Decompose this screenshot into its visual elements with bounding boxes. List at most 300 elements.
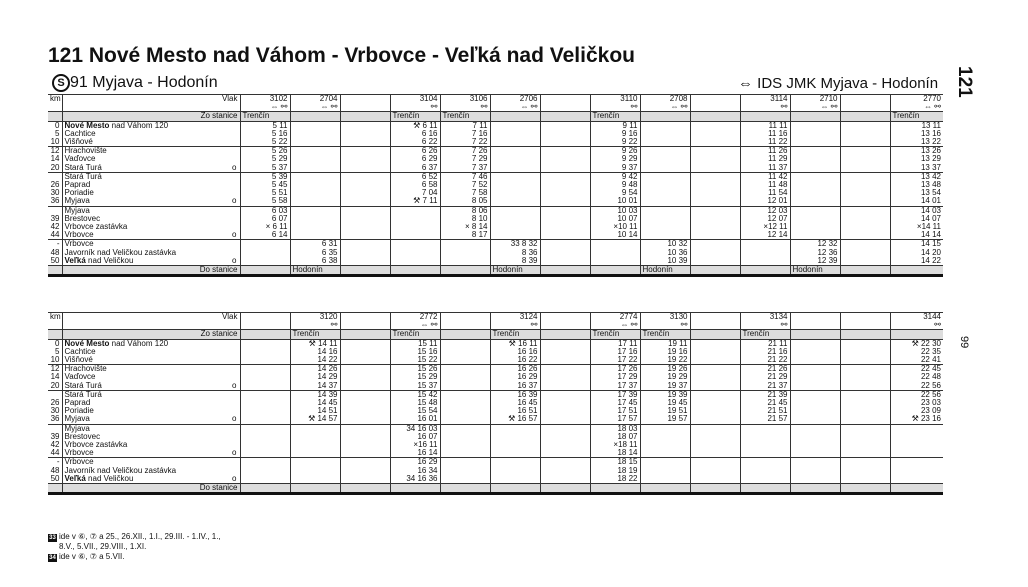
departure-time	[290, 441, 340, 449]
departure-time	[290, 189, 340, 197]
departure-time	[590, 249, 640, 257]
departure-time	[240, 240, 290, 249]
departure-time: 19 39	[640, 390, 690, 399]
station-name: Vaďovce	[62, 373, 240, 381]
departure-time: 13 22	[890, 138, 943, 147]
station-name: Stará Turá o	[62, 382, 240, 391]
departure-time	[440, 449, 490, 458]
from-station	[740, 112, 790, 121]
departure-time	[840, 215, 890, 223]
departure-time	[690, 155, 740, 163]
train-symbol-icon	[540, 103, 590, 112]
departure-time	[740, 467, 790, 475]
departure-time: 10 14	[590, 231, 640, 240]
departure-time	[690, 458, 740, 467]
departure-time	[690, 441, 740, 449]
train-number: 2772	[390, 313, 440, 322]
departure-time	[690, 147, 740, 156]
departure-time	[340, 197, 390, 206]
departure-time	[890, 449, 943, 458]
departure-time: 5 22	[240, 138, 290, 147]
from-station	[890, 330, 943, 339]
departure-time: 13 42	[890, 172, 943, 181]
train-symbol-icon: ⇔ ⚯	[640, 103, 690, 112]
departure-time	[240, 424, 290, 433]
departure-time	[240, 467, 290, 475]
to-station	[440, 266, 490, 276]
km-value: 26	[50, 399, 60, 408]
departure-time: 6 07	[240, 215, 290, 223]
departure-time	[340, 475, 390, 484]
departure-time	[740, 449, 790, 458]
departure-time: 14 03	[890, 206, 943, 215]
train-number: 3134	[740, 313, 790, 322]
departure-time	[490, 197, 540, 206]
station-name: Nové Mesto nad Váhom 120	[62, 121, 240, 130]
departure-time	[340, 240, 390, 249]
departure-time	[540, 433, 590, 441]
train-number: 3124	[490, 313, 540, 322]
departure-time	[840, 339, 890, 348]
departure-time	[840, 441, 890, 449]
departure-time: 13 54	[890, 189, 943, 197]
departure-time	[290, 475, 340, 484]
departure-time	[840, 155, 890, 163]
departure-time	[690, 197, 740, 206]
departure-time: 8 06	[440, 206, 490, 215]
departure-time	[740, 441, 790, 449]
departure-time	[440, 339, 490, 348]
departure-time	[740, 475, 790, 484]
departure-time	[690, 407, 740, 415]
from-station: Trenčín	[440, 112, 490, 121]
train-number: 2774	[590, 313, 640, 322]
departure-time	[690, 433, 740, 441]
departure-time: 19 37	[640, 382, 690, 391]
departure-time	[540, 339, 590, 348]
departure-time	[340, 172, 390, 181]
departure-time	[340, 433, 390, 441]
km-header: km	[50, 94, 61, 103]
departure-time	[640, 424, 690, 433]
departure-time	[840, 197, 890, 206]
departure-time	[290, 231, 340, 240]
train-number	[690, 313, 740, 322]
km-value: 0	[48, 121, 62, 130]
departure-time: ×18 11	[590, 441, 640, 449]
departure-time	[540, 365, 590, 374]
station-name: Veľká nad Veličkou o	[62, 475, 240, 484]
from-station: Trenčín	[390, 112, 440, 121]
departure-time: 14 01	[890, 197, 943, 206]
departure-time	[340, 415, 390, 424]
departure-time	[340, 223, 390, 231]
departure-time	[340, 458, 390, 467]
departure-time	[240, 475, 290, 484]
vlak-label: Vlak	[62, 95, 240, 104]
departure-time	[790, 348, 840, 356]
departure-time	[490, 121, 540, 130]
train-number: 2710	[790, 95, 840, 104]
departure-time	[790, 121, 840, 130]
departure-time: 13 16	[890, 130, 943, 138]
station-name: Javorník nad Veličkou zastávka	[62, 467, 240, 475]
to-station	[890, 484, 943, 494]
to-station	[390, 484, 440, 494]
departure-time: 21 39	[740, 390, 790, 399]
km-value: 36	[50, 415, 60, 424]
departure-time	[640, 215, 690, 223]
departure-time	[690, 348, 740, 356]
departure-time	[840, 382, 890, 391]
departure-time	[690, 449, 740, 458]
station-name: Brestovec	[62, 433, 240, 441]
departure-time	[690, 365, 740, 374]
departure-time	[740, 424, 790, 433]
departure-time	[540, 223, 590, 231]
departure-time	[640, 458, 690, 467]
departure-time: 13 29	[890, 155, 943, 163]
to-station	[840, 484, 890, 494]
departure-time: 19 51	[640, 407, 690, 415]
departure-time	[690, 231, 740, 240]
departure-time	[640, 130, 690, 138]
departure-time: 10 01	[590, 197, 640, 206]
departure-time	[640, 231, 690, 240]
departure-time	[690, 373, 740, 381]
departure-time: 5 29	[240, 155, 290, 163]
departure-time: 17 26	[590, 365, 640, 374]
departure-time	[340, 348, 390, 356]
departure-time	[340, 155, 390, 163]
departure-time	[840, 130, 890, 138]
departure-time	[790, 424, 840, 433]
departure-time: 11 26	[740, 147, 790, 156]
km-value: 5	[55, 347, 60, 356]
departure-time	[440, 390, 490, 399]
departure-time: 19 57	[640, 415, 690, 424]
departure-time	[240, 249, 290, 257]
departure-time	[790, 458, 840, 467]
departure-time	[290, 467, 340, 475]
departure-time: 10 32	[640, 240, 690, 249]
departure-time	[390, 223, 440, 231]
departure-time	[240, 356, 290, 365]
departure-time: 16 22	[490, 356, 540, 365]
from-station: Trenčín	[740, 330, 790, 339]
departure-time	[540, 172, 590, 181]
departure-time: 5 39	[240, 172, 290, 181]
timetable-bottom	[48, 312, 943, 495]
departure-time: 7 58	[440, 189, 490, 197]
departure-time	[790, 407, 840, 415]
vlak-label: Vlak	[62, 313, 240, 322]
departure-time	[490, 189, 540, 197]
train-number	[540, 313, 590, 322]
departure-time	[840, 181, 890, 189]
departure-time: 7 11	[440, 121, 490, 130]
departure-time	[290, 458, 340, 467]
departure-time: 6 58	[390, 181, 440, 189]
departure-time: 11 42	[740, 172, 790, 181]
departure-time	[490, 458, 540, 467]
departure-time	[490, 424, 540, 433]
departure-time: 18 03	[590, 424, 640, 433]
km-value: -	[48, 240, 62, 249]
departure-time	[390, 206, 440, 215]
departure-time	[240, 339, 290, 348]
departure-time: 11 37	[740, 164, 790, 173]
station-name: Vrbovce o	[62, 449, 240, 458]
station-name: Vrbovce	[62, 240, 240, 249]
train-symbol-icon: ⚯	[290, 321, 340, 330]
departure-time	[640, 164, 690, 173]
departure-time	[340, 339, 390, 348]
departure-time	[440, 441, 490, 449]
departure-time: 6 37	[390, 164, 440, 173]
departure-time	[840, 373, 890, 381]
departure-time	[540, 399, 590, 407]
departure-time: 21 16	[740, 348, 790, 356]
departure-time	[690, 257, 740, 266]
from-station: Trenčín	[590, 112, 640, 121]
departure-time	[840, 189, 890, 197]
departure-time	[740, 249, 790, 257]
departure-time	[290, 206, 340, 215]
departure-time	[690, 424, 740, 433]
departure-time: 9 48	[590, 181, 640, 189]
departure-time	[790, 223, 840, 231]
from-station: Trenčín	[590, 330, 640, 339]
departure-time: ⚒ 14 11	[290, 339, 340, 348]
departure-time	[840, 231, 890, 240]
km-value: 12	[48, 147, 62, 156]
departure-time	[240, 390, 290, 399]
departure-time: 16 34	[390, 467, 440, 475]
departure-time	[340, 382, 390, 391]
departure-time	[790, 231, 840, 240]
departure-time: 23 09	[890, 407, 943, 415]
departure-time: ⚒ 22 30	[890, 339, 943, 348]
departure-time	[440, 382, 490, 391]
departure-time	[790, 449, 840, 458]
departure-time: 34 16 36	[390, 475, 440, 484]
departure-time: 9 11	[590, 121, 640, 130]
from-station	[640, 112, 690, 121]
km-value: 50	[50, 474, 60, 483]
departure-time: 15 29	[390, 373, 440, 381]
departure-time	[490, 155, 540, 163]
km-value: 10	[50, 356, 60, 365]
to-station	[690, 266, 740, 276]
departure-time: 9 37	[590, 164, 640, 173]
departure-time: 14 16	[290, 348, 340, 356]
departure-time	[540, 449, 590, 458]
departure-time	[790, 138, 840, 147]
departure-time	[490, 164, 540, 173]
departure-time: 16 29	[490, 373, 540, 381]
departure-time	[740, 433, 790, 441]
departure-time	[290, 215, 340, 223]
departure-time	[790, 339, 840, 348]
km-value: 48	[50, 248, 60, 257]
departure-time: 7 16	[440, 130, 490, 138]
departure-time: 5 51	[240, 189, 290, 197]
departure-time	[840, 249, 890, 257]
departure-time	[240, 458, 290, 467]
departure-time	[540, 475, 590, 484]
blank-cell	[62, 321, 240, 330]
departure-time	[540, 348, 590, 356]
train-symbol-icon	[540, 321, 590, 330]
departure-time	[890, 433, 943, 441]
to-station	[540, 484, 590, 494]
departure-time	[690, 206, 740, 215]
station-name: Paprad	[62, 399, 240, 407]
departure-time: 16 16	[490, 348, 540, 356]
departure-time	[290, 130, 340, 138]
departure-time: 10 39	[640, 257, 690, 266]
departure-time	[790, 147, 840, 156]
departure-time	[540, 390, 590, 399]
departure-time	[790, 365, 840, 374]
departure-time: 34 16 03	[390, 424, 440, 433]
station-name: Paprad	[62, 181, 240, 189]
departure-time: 13 26	[890, 147, 943, 156]
departure-time	[340, 373, 390, 381]
departure-time	[640, 449, 690, 458]
departure-time: 14 20	[890, 249, 943, 257]
departure-time	[690, 415, 740, 424]
to-station	[840, 266, 890, 276]
departure-time	[440, 424, 490, 433]
from-station	[540, 112, 590, 121]
departure-time: 18 07	[590, 433, 640, 441]
departure-time: 14 37	[290, 382, 340, 391]
departure-time	[790, 356, 840, 365]
km-value: 14	[50, 373, 60, 382]
departure-time	[340, 365, 390, 374]
departure-time: 5 11	[240, 121, 290, 130]
departure-time	[440, 458, 490, 467]
departure-time	[540, 197, 590, 206]
station-name: Veľká nad Veličkou o	[62, 257, 240, 266]
departure-time	[340, 257, 390, 266]
to-station	[490, 484, 540, 494]
departure-time	[390, 257, 440, 266]
station-name: Hrachovište	[62, 365, 240, 374]
from-station	[690, 330, 740, 339]
train-symbol-icon: ⚯	[640, 321, 690, 330]
km-value: 0	[48, 339, 62, 348]
departure-time	[840, 147, 890, 156]
departure-time	[490, 181, 540, 189]
departure-time	[790, 399, 840, 407]
departure-time	[340, 449, 390, 458]
departure-time	[340, 399, 390, 407]
departure-time: 6 26	[390, 147, 440, 156]
from-station	[490, 112, 540, 121]
train-symbol-icon: ⚯	[440, 103, 490, 112]
departure-time	[790, 441, 840, 449]
departure-time	[390, 240, 440, 249]
departure-time	[890, 424, 943, 433]
departure-time	[290, 164, 340, 173]
departure-time: 12 03	[740, 206, 790, 215]
departure-time: 5 58	[240, 197, 290, 206]
departure-time: 13 37	[890, 164, 943, 173]
from-station	[840, 330, 890, 339]
departure-time: 11 48	[740, 181, 790, 189]
departure-time	[640, 121, 690, 130]
footnote-1-cont: 8.V., 5.VII., 29.VIII., 1.XI.	[59, 542, 147, 551]
departure-time	[540, 458, 590, 467]
station-name: Vrbovce	[62, 458, 240, 467]
departure-time	[340, 356, 390, 365]
train-number: 3102	[240, 95, 290, 104]
departure-time: 14 15	[890, 240, 943, 249]
departure-time: 12 07	[740, 215, 790, 223]
to-station	[240, 484, 290, 494]
from-station	[240, 330, 290, 339]
departure-time: 21 22	[740, 356, 790, 365]
train-symbol-icon: ⇔ ⚯	[890, 103, 943, 112]
train-number: 3144	[890, 313, 943, 322]
departure-time: 17 51	[590, 407, 640, 415]
departure-time	[690, 467, 740, 475]
departure-time	[240, 441, 290, 449]
departure-time: 22 56	[890, 382, 943, 391]
departure-time: 11 11	[740, 121, 790, 130]
departure-time	[290, 147, 340, 156]
departure-time: 17 39	[590, 390, 640, 399]
departure-time	[840, 415, 890, 424]
departure-time: 7 52	[440, 181, 490, 189]
departure-time	[340, 407, 390, 415]
train-symbol-icon: ⇔ ⚯	[490, 103, 540, 112]
departure-time: 9 26	[590, 147, 640, 156]
from-station: Trenčín	[290, 330, 340, 339]
departure-time	[490, 206, 540, 215]
departure-time	[540, 415, 590, 424]
departure-time	[490, 215, 540, 223]
departure-time: 22 41	[890, 356, 943, 365]
from-station-label: Zo stanice	[62, 112, 240, 121]
departure-time: 11 54	[740, 189, 790, 197]
departure-time: × 6 11	[240, 223, 290, 231]
km-value: 50	[50, 256, 60, 265]
station-name: Myjava	[62, 424, 240, 433]
departure-time: 13 48	[890, 181, 943, 189]
departure-time	[840, 257, 890, 266]
departure-time	[840, 390, 890, 399]
departure-time: ⚒ 23 16	[890, 415, 943, 424]
departure-time	[640, 197, 690, 206]
departure-time	[690, 249, 740, 257]
blank-cell	[62, 103, 240, 112]
to-station	[340, 266, 390, 276]
s-line-icon: S	[52, 74, 70, 92]
departure-time: 11 22	[740, 138, 790, 147]
train-symbol-icon: ⇔ ⚯	[390, 321, 440, 330]
departure-time	[690, 339, 740, 348]
km-value: 14	[50, 155, 60, 164]
station-name: Poriadie	[62, 407, 240, 415]
departure-time	[540, 121, 590, 130]
departure-time: 23 03	[890, 399, 943, 407]
departure-time	[340, 390, 390, 399]
departure-time	[540, 231, 590, 240]
